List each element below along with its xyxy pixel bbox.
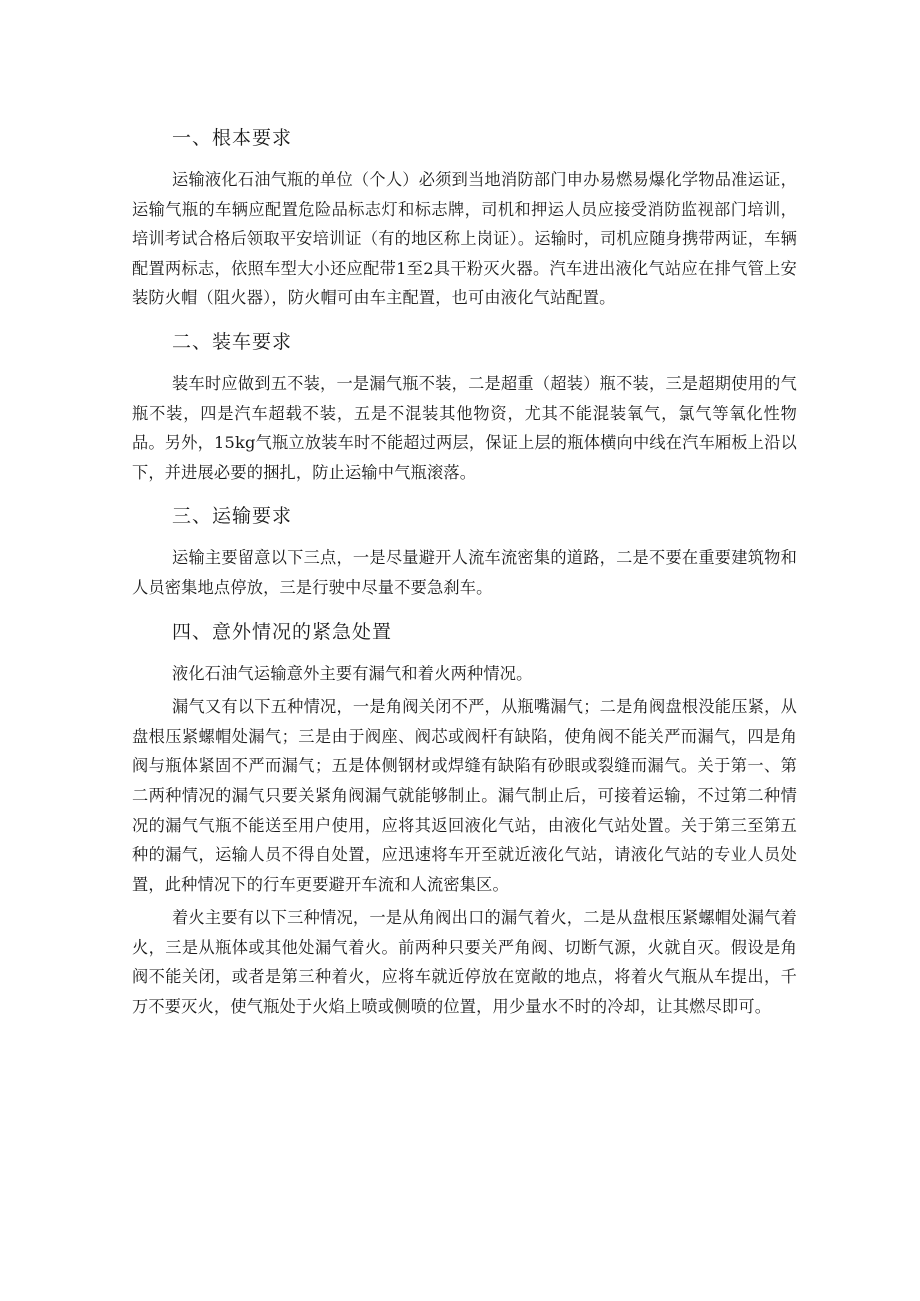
- section-heading: 二、装车要求: [172, 330, 293, 353]
- paragraph: 装车时应做到五不装，一是漏气瓶不装，二是超重（超装）瓶不装，三是超期使用的气瓶不装，四是汽车超载不装，五是不混装其他物资，尤其不能混装氧气，氯气等氧化性物品。另外，15kg气瓶立放装车时不能超过两层，保证上层的瓶体横向中线在汽车厢板上沿以下，并进展必要的捆扎，防止运输中气瓶滚落。: [132, 373, 797, 482]
- section-heading: 三、运输要求: [172, 505, 293, 528]
- section-transport-requirements: [132, 499, 797, 602]
- paragraph: 液化石油气运输意外主要有漏气和着火两种情况。: [172, 663, 533, 683]
- section-heading: 四、意外情况的紧急处置: [172, 620, 393, 643]
- paragraph: 运输主要留意以下三点，一是尽量避开人流车流密集的道路，二是不要在重要建筑物和人员密集地点停放，三是行驶中尽量不要急刹车。: [132, 548, 797, 597]
- section-loading-requirements: [132, 325, 797, 487]
- paragraph: 着火主要有以下三种情况，一是从角阀出口的漏气着火，二是从盘根压紧螺帽处漏气着火，三是从瓶体或其他处漏气着火。前两种只要关严角阀、切断气源，火就自灭。假设是角阀不能关闭，或者是第三种着火，应将车就近停放在宽敞的地点，将着火气瓶从车提出，千万不要灭火，使气瓶处于火焰上喷或侧喷的位置，用少量水不时的冷却，让其燃尽即可。: [132, 908, 797, 1017]
- section-emergency-handling: [132, 615, 797, 1022]
- paragraph: 漏气又有以下五种情况，一是角阀关闭不严，从瓶嘴漏气；二是角阀盘根没能压紧，从盘根压紧螺帽处漏气；三是由于阀座、阀芯或阀杆有缺陷，使角阀不能关严而漏气，四是角阀与瓶体紧固不严而漏气；五是体侧钢材或焊缝有缺陷有砂眼或裂缝而漏气。关于第一、第二两种情况的漏气只要关紧角阀漏气就能够制止。漏气制止后，可接着运输，不过第二种情况的漏气气瓶不能送至用户使用，应将其返回液化气站，由液化气站处置。关于第三至第五种的漏气，运输人员不得自处置，应迅速将车开至就近液化气站，请液化气站的专业人员处置，此种情况下的行车更要避开车流和人流密集区。: [132, 697, 797, 894]
- document-body: [132, 121, 797, 1034]
- section-heading: 一、根本要求: [172, 127, 293, 149]
- paragraph: 运输液化石油气瓶的单位（个人）必须到当地消防部门申办易燃易爆化学物品准运证，运输气瓶的车辆应配置危险品标志灯和标志牌，司机和押运人员应接受消防监视部门培训，培训考试合格后领取平安培训证（有的地区称上岗证）。运输时，司机应随身携带两证，车辆配置两标志，依照车型大小还应配带1至2具干粉灭火器。汽车进出液化气站应在排气管上安装防火帽（阻火器），防火帽可由车主配置，也可由液化气站配置。: [132, 170, 797, 308]
- section-basic-requirements: [132, 121, 797, 313]
